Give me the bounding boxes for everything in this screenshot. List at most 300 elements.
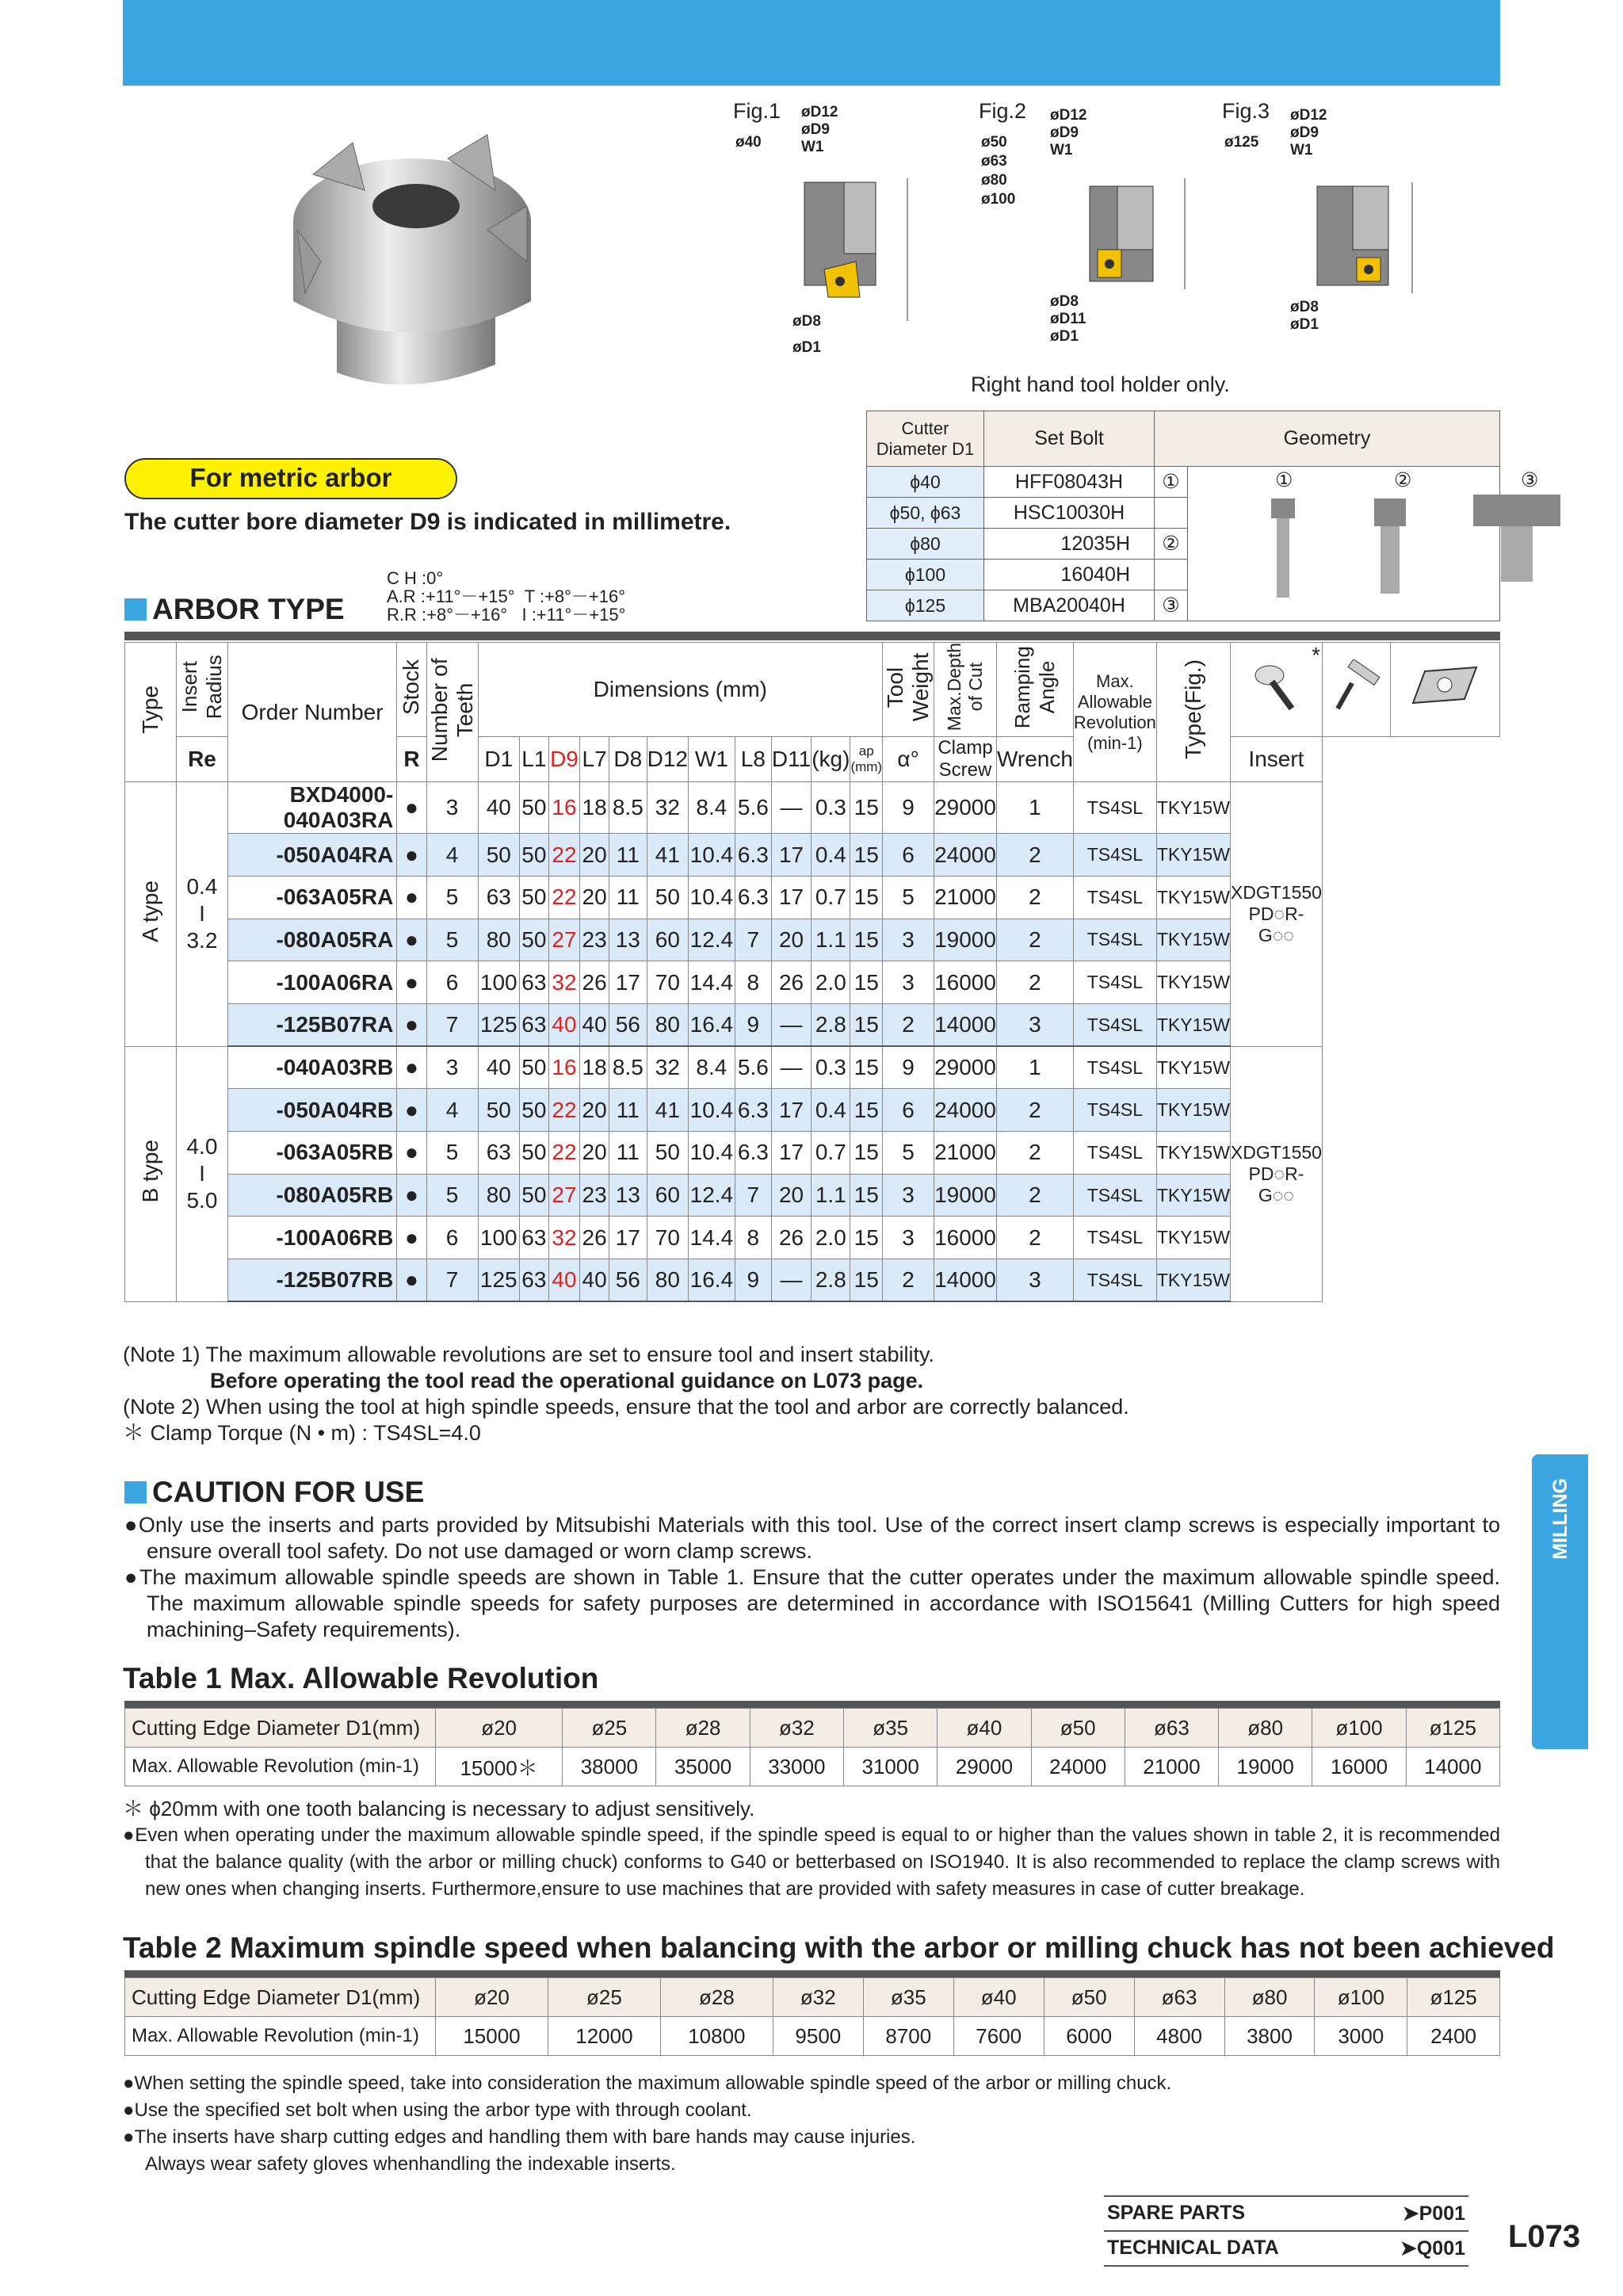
sub-d1: D1 [478, 737, 519, 782]
footer-label: SPARE PARTS [1107, 2202, 1246, 2224]
depth-cell: 15 [850, 1003, 883, 1046]
figure-2 [979, 99, 1087, 345]
insert-radius-value: I [199, 901, 205, 926]
sub-d11: D11 [771, 737, 811, 782]
d11-cell: 26 [771, 961, 811, 1004]
page-number: L073 [1508, 2219, 1581, 2254]
revolution-cell: 38000 [563, 1748, 656, 1786]
col-order-number: Order Number [227, 643, 396, 782]
d8-cell: 13 [609, 919, 647, 961]
holder-note: Right hand tool holder only. [971, 372, 1230, 396]
ramp-cell: 3 [883, 961, 934, 1004]
revolution-cell: 16000 [1312, 1748, 1406, 1786]
stock-cell: ● [397, 834, 426, 877]
d8-cell: 56 [609, 1259, 647, 1302]
revolution-cell: 31000 [844, 1748, 938, 1786]
w1-cell: 8.4 [689, 782, 735, 834]
d1-cell: 50 [478, 834, 519, 877]
t2-note: ●When setting the spindle speed, take into consideration the maximum allowable spindle speed of the arbor or milling chuck. [123, 2073, 1172, 2094]
l8-cell: 5.6 [735, 1046, 771, 1089]
l1-cell: 63 [519, 1217, 548, 1259]
l8-cell: 5.6 [735, 782, 771, 834]
l8-cell: 8 [735, 961, 771, 1004]
order-number-cell: -100A06RA [227, 961, 396, 1004]
d11-cell: 17 [771, 1089, 811, 1132]
d11-cell: — [771, 1259, 811, 1302]
d12-cell: 41 [647, 834, 688, 877]
diameter-cell: ø20 [436, 1709, 563, 1748]
fig-type-cell: 3 [996, 1259, 1073, 1302]
dim-w1: W1 [1290, 142, 1313, 159]
set-bolt-table [866, 411, 1539, 621]
arbor-type-heading [124, 593, 345, 626]
footer-technical-data[interactable] [1104, 2230, 1468, 2267]
t2-row-label: Cutting Edge Diameter D1(mm) [125, 1978, 436, 2017]
angle-i: I :+11°－+15° [521, 605, 626, 625]
order-number-cell: -063A05RB [227, 1132, 396, 1175]
w1-cell: 10.4 [689, 1089, 735, 1132]
footer-ref: ➤Q001 [1400, 2237, 1465, 2260]
stock-cell: ● [397, 1046, 426, 1089]
l8-cell: 6.3 [735, 1132, 771, 1175]
geometry-mark [1155, 498, 1188, 529]
d12-cell: 70 [647, 1217, 688, 1259]
geometry-mark: ② [1155, 529, 1188, 560]
l7-cell: 40 [580, 1003, 609, 1046]
geometry-mark: ① [1155, 467, 1188, 498]
revolution-cell: 16000 [934, 961, 997, 1004]
diameter-cell: ø50 [1031, 1709, 1125, 1748]
teeth-cell: 4 [426, 1089, 478, 1132]
note-1b: Before operating the tool read the operational guidance on L073 page. [210, 1369, 924, 1392]
depth-cell: 15 [850, 1132, 883, 1175]
table1-notes [123, 1795, 1500, 1903]
footer-ref: ➤P001 [1402, 2202, 1465, 2225]
stock-cell: ● [397, 1003, 426, 1046]
set-bolt: MBA20040H [984, 590, 1155, 621]
t1-row-label: Max. Allowable Revolution (min-1) [125, 1748, 436, 1786]
wrench-cell: TKY15W [1156, 1089, 1230, 1132]
revolution-cell: 21000 [934, 876, 997, 919]
d8-cell: 17 [609, 961, 647, 1004]
col-wrench-icon [1322, 643, 1390, 737]
table-top-bar [124, 632, 1500, 640]
angle-rr: R.R :+8°－+16° [387, 605, 508, 625]
l1-cell: 50 [519, 1089, 548, 1132]
d9-cell: 27 [548, 919, 580, 961]
d12-cell: 50 [647, 1132, 688, 1175]
ramp-cell: 2 [883, 1259, 934, 1302]
type-label: A type [138, 881, 162, 942]
footer-links [1104, 2195, 1468, 2267]
weight-cell: 1.1 [812, 919, 850, 961]
d8-cell: 56 [609, 1003, 647, 1046]
caution-heading [124, 1476, 424, 1509]
table1-title: Table 1 Max. Allowable Revolution [123, 1662, 599, 1694]
dim-d12: øD12 [1050, 107, 1087, 124]
table2-title: Table 2 Maximum spindle speed when balancing with the arbor or milling chuck has not been achieved [123, 1931, 1555, 1964]
table1 [124, 1708, 1500, 1786]
d12-cell: 80 [647, 1259, 688, 1302]
diameter-cell: ø50 [1044, 1978, 1134, 2017]
revolution-cell: 19000 [1219, 1748, 1312, 1786]
dim-d1: øD1 [1050, 328, 1079, 345]
clamp-screw-cell: TS4SL [1073, 876, 1156, 919]
order-number-cell: -125B07RB [227, 1259, 396, 1302]
dim-d11: øD11 [1050, 311, 1086, 327]
d8-cell: 11 [609, 834, 647, 877]
order-number-cell: -080A05RA [227, 919, 396, 961]
w1-cell: 12.4 [689, 1174, 735, 1217]
d9-cell: 32 [548, 1217, 580, 1259]
l7-cell: 40 [580, 1259, 609, 1302]
w1-cell: 14.4 [689, 1217, 735, 1259]
l7-cell: 18 [580, 782, 609, 834]
l7-cell: 18 [580, 1046, 609, 1089]
revolution-cell: 14000 [934, 1003, 997, 1046]
d12-cell: 60 [647, 919, 688, 961]
revolution-cell: 6000 [1044, 2017, 1134, 2056]
d1-cell: 80 [478, 1174, 519, 1217]
col-stock [397, 643, 426, 737]
diameter-cell: ø63 [1134, 1978, 1224, 2017]
weight-cell: 2.8 [812, 1259, 850, 1302]
teeth-cell: 5 [426, 876, 478, 919]
weight-cell: 0.3 [812, 782, 850, 834]
fig-type-cell: 2 [996, 1132, 1073, 1175]
weight-cell: 2.0 [812, 1217, 850, 1259]
d1-cell: 50 [478, 1089, 519, 1132]
l8-cell: 8 [735, 1217, 771, 1259]
asterisk: * [1312, 643, 1320, 667]
teeth-cell: 3 [426, 1046, 478, 1089]
col-ramping [996, 643, 1073, 737]
insert-radius-value: 5.0 [186, 1188, 218, 1213]
fig-type-cell: 2 [996, 834, 1073, 877]
d11-cell: 17 [771, 834, 811, 877]
diameter-cell: ø32 [773, 1978, 863, 2017]
d12-cell: 80 [647, 1003, 688, 1046]
caution-list [123, 1512, 1500, 1643]
fig-diameter: ø125 [1224, 134, 1259, 151]
table1-bar [124, 1701, 1500, 1708]
d11-cell: 17 [771, 1132, 811, 1175]
geometry-label: ① [1275, 469, 1293, 491]
weight-cell: 0.7 [812, 876, 850, 919]
type-cell [125, 782, 177, 1046]
fig3-section-drawing [1301, 174, 1428, 301]
diameter-cell: ø25 [548, 1978, 660, 2017]
col-insert-radius [177, 643, 228, 737]
screw-icon [1252, 659, 1300, 715]
l7-cell: 26 [580, 961, 609, 1004]
l7-cell: 23 [580, 1174, 609, 1217]
dim-d8: øD8 [1290, 299, 1319, 315]
d12-cell: 32 [647, 782, 688, 834]
type-cell [125, 1046, 177, 1301]
col-geometry: Geometry [1155, 411, 1500, 467]
diameter-cell: ø80 [1224, 1978, 1315, 2017]
revolution-cell: 3000 [1315, 2017, 1407, 2056]
wrench-cell: TKY15W [1156, 1174, 1230, 1217]
revolution-cell: 15000＊ [436, 1748, 563, 1786]
diameter-cell: ø40 [953, 1978, 1044, 2017]
weight-cell: 0.4 [812, 834, 850, 877]
milling-side-tab[interactable] [1532, 1454, 1588, 1749]
d1-cell: 40 [478, 782, 519, 834]
d9-cell: 40 [548, 1259, 580, 1302]
fig-diameter: ø40 [735, 134, 762, 151]
l1-cell: 50 [519, 1132, 548, 1175]
l7-cell: 20 [580, 1132, 609, 1175]
fig2-section-drawing [1074, 170, 1201, 297]
stock-cell: ● [397, 1132, 426, 1175]
clamp-screw-cell: TS4SL [1073, 919, 1156, 961]
l1-cell: 50 [519, 1046, 548, 1089]
section-title: ARBOR TYPE [152, 593, 345, 625]
l1-cell: 50 [519, 876, 548, 919]
table-row [125, 1046, 1500, 1089]
ramp-cell: 6 [883, 834, 934, 877]
dim-d9: øD9 [801, 121, 830, 138]
angle-t: T :+8°－+16° [524, 586, 625, 606]
table2-notes [123, 2070, 1500, 2178]
col-clamp-screw: Clamp Screw [934, 737, 997, 782]
arbor-table [124, 642, 1500, 1302]
teeth-cell: 5 [426, 1174, 478, 1217]
diameter-cell: ø100 [1315, 1978, 1407, 2017]
fig-type-cell: 2 [996, 961, 1073, 1004]
note-3: ＊ Clamp Torque (N • m) : TS4SL=4.0 [123, 1421, 481, 1445]
l1-cell: 50 [519, 834, 548, 877]
bore-note: The cutter bore diameter D9 is indicated in millimetre. [124, 509, 731, 535]
wrench-cell: TKY15W [1156, 1217, 1230, 1259]
clamp-screw-cell: TS4SL [1073, 1217, 1156, 1259]
diameter-cell: ø25 [563, 1709, 656, 1748]
teeth-cell: 7 [426, 1259, 478, 1302]
d9-cell: 22 [548, 1132, 580, 1175]
caution-item: ●Only use the inserts and parts provided by Mitsubishi Materials with this tool. Use of the correct insert clamp screws is especially important to ensure overall tool safety. Do not use damaged or worn clamp screws. [124, 1513, 1500, 1563]
col-ramping-label: Ramping Angle [1010, 645, 1059, 728]
l1-cell: 50 [519, 782, 548, 834]
diameter-cell: ø35 [863, 1978, 953, 2017]
insert-code: PD◌R-G◌◌ [1248, 903, 1304, 946]
w1-cell: 10.4 [689, 1132, 735, 1175]
weight-cell: 2.0 [812, 961, 850, 1004]
d8-cell: 13 [609, 1174, 647, 1217]
t2-note: Always wear safety gloves whenhandling the indexable inserts. [145, 2153, 676, 2175]
fig-diameter: ø50 [981, 134, 1007, 151]
t2-note: ●Use the specified set bolt when using the arbor type with through coolant. [123, 2099, 752, 2121]
ramp-cell: 5 [883, 1132, 934, 1175]
wrench-cell: TKY15W [1156, 1132, 1230, 1175]
sub-l8: L8 [735, 737, 771, 782]
sub-r: R [397, 737, 426, 782]
fig-type-cell: 1 [996, 782, 1073, 834]
d12-cell: 41 [647, 1089, 688, 1132]
w1-cell: 16.4 [689, 1259, 735, 1302]
sub-l1: L1 [519, 737, 548, 782]
clamp-screw-cell: TS4SL [1073, 1174, 1156, 1217]
d1-cell: 125 [478, 1259, 519, 1302]
ramp-cell: 6 [883, 1089, 934, 1132]
col-fig-type-label: Type(Fig.) [1180, 659, 1205, 760]
d1-cell: 63 [478, 876, 519, 919]
col-insert-icon [1390, 643, 1499, 737]
col-type [125, 643, 177, 782]
depth-cell: 15 [850, 782, 883, 834]
dim-d8: øD8 [792, 313, 821, 330]
d9-cell: 32 [548, 961, 580, 1004]
geometry-label: ② [1394, 469, 1412, 491]
l7-cell: 20 [580, 1089, 609, 1132]
caution-item: ●The maximum allowable spindle speeds are shown in Table 1. Ensure that the cutter operates under the maximum allowable spindle speed. The maximum allowable spindle speeds for safety purposes are determined in accordance with ISO15641 (Milling Cutters for high speed machining–Safety requirements). [124, 1565, 1500, 1641]
sub-re: Re [177, 737, 228, 782]
fig-caption: Fig.3 [1222, 99, 1270, 123]
set-bolt: 12035H [984, 529, 1155, 560]
d11-cell: — [771, 1003, 811, 1046]
revolution-cell: 7600 [953, 2017, 1044, 2056]
insert-radius-value: I [199, 1161, 205, 1186]
d9-cell: 22 [548, 834, 580, 877]
clamp-screw-cell: TS4SL [1073, 782, 1156, 834]
d8-cell: 11 [609, 876, 647, 919]
clamp-screw-cell: TS4SL [1073, 1132, 1156, 1175]
depth-cell: 15 [850, 834, 883, 877]
insert-radius-value: 4.0 [186, 1134, 218, 1159]
clamp-screw-cell: TS4SL [1073, 1046, 1156, 1089]
stock-cell: ● [397, 1217, 426, 1259]
revolution-cell: 8700 [863, 2017, 953, 2056]
insert-code: XDGT1550 [1230, 1141, 1322, 1163]
section-marker [124, 1481, 147, 1503]
revolution-cell: 3800 [1224, 2017, 1315, 2056]
fig-diameter: ø100 [981, 191, 1016, 208]
depth-cell: 15 [850, 919, 883, 961]
w1-cell: 14.4 [689, 961, 735, 1004]
col-set-bolt: Set Bolt [984, 411, 1155, 467]
cutter-diameter: ϕ80 [867, 529, 984, 560]
diameter-cell: ø125 [1406, 1709, 1499, 1748]
revolution-cell: 29000 [934, 1046, 997, 1089]
table2-bar [124, 1970, 1500, 1977]
stock-cell: ● [397, 1089, 426, 1132]
metric-arbor-badge: For metric arbor [124, 458, 457, 499]
note-2: (Note 2) When using the tool at high spindle speeds, ensure that the tool and arbor are correctly balanced. [123, 1395, 1129, 1419]
teeth-cell: 7 [426, 1003, 478, 1046]
wrench-cell: TKY15W [1156, 876, 1230, 919]
sub-d9: D9 [548, 737, 580, 782]
footer-spare-parts[interactable] [1104, 2195, 1468, 2230]
dim-d9: øD9 [1290, 124, 1319, 141]
type-label: B type [138, 1140, 162, 1203]
t1-row-label: Cutting Edge Diameter D1(mm) [125, 1709, 436, 1748]
d8-cell: 8.5 [609, 1046, 647, 1089]
l1-cell: 50 [519, 919, 548, 961]
revolution-cell: 4800 [1134, 2017, 1224, 2056]
set-bolt: 16040H [984, 560, 1155, 590]
d8-cell: 17 [609, 1217, 647, 1259]
d1-cell: 125 [478, 1003, 519, 1046]
stock-cell: ● [397, 1259, 426, 1302]
t1-note: ＊ ϕ20mm with one tooth balancing is necessary to adjust sensitively. [123, 1797, 755, 1820]
col-revolution: Max. Allowable Revolution (min-1) [1073, 643, 1156, 782]
ramp-cell: 9 [883, 782, 934, 834]
d1-cell: 100 [478, 1217, 519, 1259]
wrench-cell: TKY15W [1156, 961, 1230, 1004]
insert-radius-cell [177, 1046, 228, 1301]
col-type-label: Type [138, 685, 162, 734]
fig-type-cell: 2 [996, 1174, 1073, 1217]
d9-cell: 27 [548, 1174, 580, 1217]
sub-d8: D8 [609, 737, 647, 782]
l7-cell: 26 [580, 1217, 609, 1259]
d11-cell: — [771, 1046, 811, 1089]
order-number-cell: BXD4000-040A03RA [227, 782, 396, 834]
geometry-drawings [1188, 467, 1539, 621]
d12-cell: 32 [647, 1046, 688, 1089]
revolution-cell: 24000 [1031, 1748, 1125, 1786]
l8-cell: 7 [735, 1174, 771, 1217]
fig-type-cell: 2 [996, 919, 1073, 961]
bolt-icons [1220, 491, 1616, 617]
ramp-cell: 3 [883, 1174, 934, 1217]
teeth-cell: 6 [426, 1217, 478, 1259]
ramp-cell: 3 [883, 1217, 934, 1259]
d1-cell: 63 [478, 1132, 519, 1175]
fig-type-cell: 2 [996, 876, 1073, 919]
stock-cell: ● [397, 1174, 426, 1217]
w1-cell: 16.4 [689, 1003, 735, 1046]
clamp-screw-cell: TS4SL [1073, 1089, 1156, 1132]
l8-cell: 9 [735, 1259, 771, 1302]
diameter-cell: ø80 [1219, 1709, 1312, 1748]
fig-caption: Fig.2 [979, 99, 1027, 123]
revolution-cell: 33000 [750, 1748, 843, 1786]
d11-cell: — [771, 782, 811, 834]
stock-cell: ● [397, 961, 426, 1004]
teeth-cell: 5 [426, 919, 478, 961]
fig-type-cell: 2 [996, 1217, 1073, 1259]
depth-cell: 15 [850, 961, 883, 1004]
w1-cell: 10.4 [689, 876, 735, 919]
notes [123, 1342, 1129, 1446]
stock-cell: ● [397, 876, 426, 919]
diameter-cell: ø63 [1125, 1709, 1218, 1748]
w1-cell: 12.4 [689, 919, 735, 961]
diameter-cell: ø100 [1312, 1709, 1406, 1748]
set-bolt: HSC10030H [984, 498, 1155, 529]
d12-cell: 60 [647, 1174, 688, 1217]
order-number-cell: -050A04RB [227, 1089, 396, 1132]
ramp-cell: 2 [883, 1003, 934, 1046]
col-weight-label: Tool Weight [883, 652, 934, 721]
d8-cell: 11 [609, 1132, 647, 1175]
revolution-cell: 21000 [934, 1132, 997, 1175]
d11-cell: 17 [771, 876, 811, 919]
wrench-cell: TKY15W [1156, 1003, 1230, 1046]
teeth-cell: 5 [426, 1132, 478, 1175]
order-number-cell: -080A05RB [227, 1174, 396, 1217]
col-cutter-diameter: Cutter Diameter D1 [867, 411, 984, 467]
weight-cell: 0.7 [812, 1132, 850, 1175]
section-marker [124, 598, 147, 621]
d11-cell: 26 [771, 1217, 811, 1259]
note-1: (Note 1) The maximum allowable revolutions are set to ensure tool and insert stability. [123, 1343, 934, 1366]
diameter-cell: ø20 [436, 1978, 548, 2017]
fig-diameter: ø80 [981, 172, 1007, 189]
top-color-band [123, 0, 1500, 86]
